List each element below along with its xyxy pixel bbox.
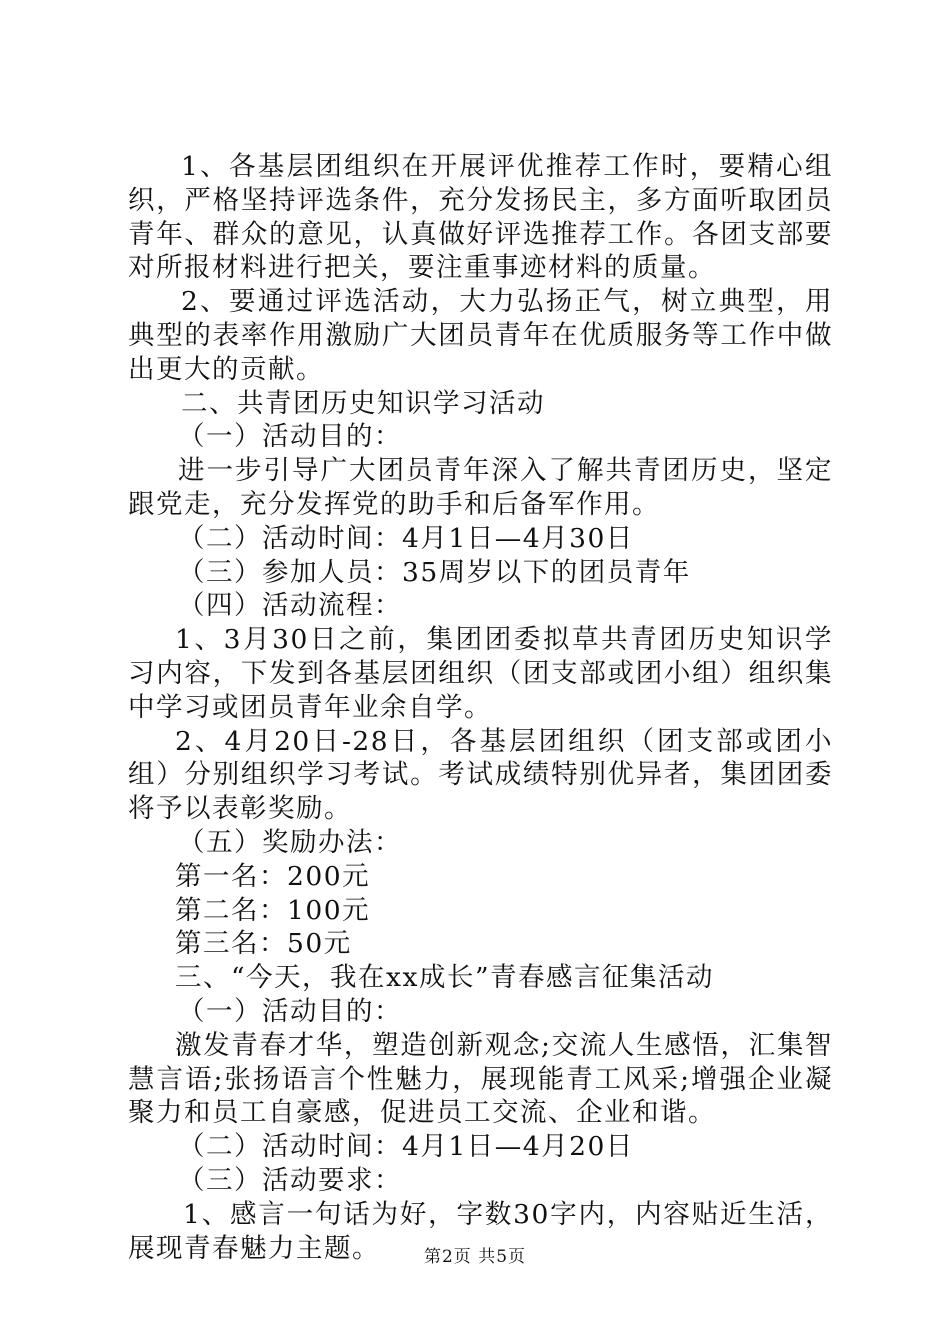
subheading-rewards: （五）奖励办法： bbox=[178, 826, 402, 858]
subheading-process: （四）活动流程： bbox=[178, 590, 402, 622]
subheading-purpose: （一）活动目的： bbox=[178, 421, 402, 453]
subheading-time-3: （二）活动时间：4月1日—4月20日 bbox=[178, 1131, 634, 1163]
reward-third: 第三名：50元 bbox=[175, 928, 352, 960]
section-heading-3: 三、“今天，我在xx成长”青春感言征集活动 bbox=[175, 962, 714, 994]
paragraph-1: 1、各基层团组织在开展评优推荐工作时，要精心组织，严格坚持评选条件，充分发扬民主，多方面听取团员青年、群众的意见，认真做好评选推荐工作。各团支部要对所报材料进行把关，要注重事迹材料的质量。 bbox=[128, 151, 833, 284]
paragraph-process-2: 2、4月20日-28日，各基层团组织（团支部或团小组）分别组织学习考试。考试成绩特别优异者，集团团委将予以表彰奖励。 bbox=[128, 725, 833, 825]
reward-first: 第一名：200元 bbox=[175, 860, 371, 892]
subheading-participants: （三）参加人员：35周岁以下的团员青年 bbox=[178, 556, 691, 588]
paragraph-purpose: 进一步引导广大团员青年深入了解共青团历史，坚定跟党走，充分发挥党的助手和后备军作用。 bbox=[128, 455, 833, 520]
section-heading-2: 二、共青团历史知识学习活动 bbox=[181, 387, 545, 419]
paragraph-purpose-3: 激发青春才华，塑造创新观念;交流人生感悟，汇集智慧言语;张扬语言个性魅力，展现能青工风采;增强企业凝聚力和员工自豪感，促进员工交流、企业和谐。 bbox=[128, 1029, 833, 1129]
paragraph-process-1: 1、3月30日之前，集团团委拟草共青团历史知识学习内容，下发到各基层团组织（团支部或团小组）组织集中学习或团员青年业余自学。 bbox=[128, 624, 833, 723]
subheading-purpose-3: （一）活动目的： bbox=[178, 995, 402, 1027]
reward-second: 第二名：100元 bbox=[175, 894, 371, 926]
paragraph-requirement-1: 1、感言一句话为好，字数30字内，内容贴近生活，展现青春魅力主题。 bbox=[128, 1198, 833, 1264]
subheading-requirements-3: （三）活动要求： bbox=[178, 1164, 402, 1196]
subheading-time: （二）活动时间：4月1日—4月30日 bbox=[178, 522, 634, 554]
page-number-footer: 第2页 共5页 bbox=[423, 1247, 527, 1267]
paragraph-2: 2、要通过评选活动，大力弘扬正气，树立典型，用典型的表率作用激励广大团员青年在优质服务等工作中做出更大的贡献。 bbox=[128, 286, 833, 385]
document-body bbox=[128, 150, 833, 1265]
